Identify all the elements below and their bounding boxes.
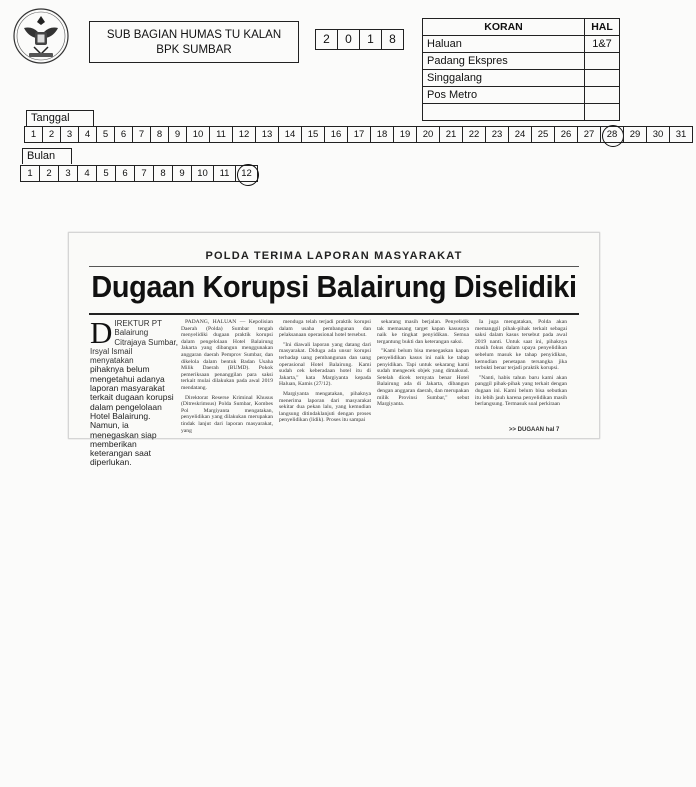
table-row xyxy=(423,70,620,87)
paragraph: Margiyanta mengatakan, pihaknya menerima laporan dari masyarakat sekitar dua pekan lalu, yang kemudian langsung ditindaklanjuti dengan proses penyelidikan (lidik). Proses itu sampai xyxy=(279,390,371,424)
date-cell: 18 xyxy=(370,126,394,143)
divider xyxy=(89,313,579,315)
date-cell: 21 xyxy=(439,126,463,143)
newspaper-name: Pos Metro xyxy=(423,87,585,104)
month-cell: 5 xyxy=(96,165,116,182)
date-cell: 14 xyxy=(278,126,302,143)
month-cell: 12 xyxy=(235,165,258,182)
date-cell: 17 xyxy=(347,126,371,143)
year-digit: 8 xyxy=(381,29,404,50)
article-headline: Dugaan Korupsi Balairung Diselidiki xyxy=(91,269,577,304)
year-digit: 0 xyxy=(337,29,360,50)
year-digit: 2 xyxy=(315,29,338,50)
month-cell: 11 xyxy=(213,165,236,182)
date-cell: 4 xyxy=(78,126,97,143)
page-number xyxy=(585,87,620,104)
date-cell: 31 xyxy=(669,126,693,143)
newspaper-clipping xyxy=(68,232,600,468)
newspaper-name xyxy=(423,104,585,121)
date-cell: 25 xyxy=(531,126,555,143)
date-cell: 8 xyxy=(150,126,169,143)
date-cell: 6 xyxy=(114,126,133,143)
paragraph: Direktorat Reserse Kriminal Khusus (Ditreskrimsus) Polda Sumbar, Kombes Pol Margiyanta mengatakan, penyelidikan yang dilakukan merupakan tindak lanjut dari laporan masyarakat, yang xyxy=(181,394,273,434)
date-cell: 9 xyxy=(168,126,187,143)
date-cell: 22 xyxy=(462,126,486,143)
lead-text: pihaknya belum mengetahui adanya laporan masyarakat terkait dugaan korupsi dalam pengelolaan Hotel Balairung. Namun, ia menegaskan siap memberikan keterangan saat diperlukan. xyxy=(90,364,174,468)
month-cell: 1 xyxy=(20,165,40,182)
newspaper-name: Singgalang xyxy=(423,70,585,87)
year-boxes xyxy=(316,29,404,50)
table-row xyxy=(423,87,620,104)
page-number xyxy=(585,53,620,70)
paragraph: "Kami belum bisa menegaskan kapan penyelidikan kasus ini naik ke tahap penyidikan. Tapi untuk sekarang kami sudah mengecek objek yang dimaksud. Setelah dicek ternyata benar Hotel Balairung ada di Jakarta, dibangun dengan anggaran daerah, dan merupakan milik Provinsi Sumbar," sebut Margiyanta. xyxy=(377,348,469,408)
page-number xyxy=(585,104,620,121)
month-cell: 10 xyxy=(191,165,214,182)
year-digit: 1 xyxy=(359,29,382,50)
paragraph: Ia juga mengatakan, Polda akan memanggil pihak-pihak terkait sebagai saksi dalam kasus tersebut pada awal 2019 nanti. Untuk saat ini, pihaknya masih fokus dalam upaya penyelidikan sebelum masuk ke tahap penyidikan, kemudian penetapan tersangka jika terbukti benar terjadi praktik korupsi. xyxy=(475,319,567,372)
date-cell: 26 xyxy=(554,126,578,143)
bulan-label: Bulan xyxy=(22,148,72,164)
date-cell: 23 xyxy=(485,126,509,143)
date-cell: 29 xyxy=(623,126,647,143)
divider xyxy=(89,266,579,267)
date-cell: 7 xyxy=(132,126,151,143)
date-cell: 27 xyxy=(577,126,601,143)
month-cell: 9 xyxy=(172,165,192,182)
month-cell: 7 xyxy=(134,165,154,182)
page-number xyxy=(585,70,620,87)
page-number: 1&7 xyxy=(585,36,620,53)
date-cell: 11 xyxy=(209,126,233,143)
date-cell: 24 xyxy=(508,126,532,143)
month-cell: 8 xyxy=(153,165,173,182)
date-cell: 3 xyxy=(60,126,79,143)
continued-marker: >> DUGAAN hal 7 xyxy=(509,427,560,433)
paragraph: "Ini diawali laporan yang datang dari masyarakat. Diduga ada unsur korupsi terhadap uang pembangunan dan uang operasional Hotel Balairung. Kami sudah cek keberadaan hotel itu di Jakarta," kata Margiyanta kepada Haluan, Kamis (27/12). xyxy=(279,341,371,388)
garuda-emblem-icon xyxy=(12,6,70,66)
article-column-3 xyxy=(377,319,469,411)
date-cell: 16 xyxy=(324,126,348,143)
month-strip xyxy=(21,165,258,182)
unit-name-line1: SUB BAGIAN HUMAS TU KALAN xyxy=(106,29,282,41)
koran-header: KORAN xyxy=(423,19,585,36)
newspaper-name: Padang Ekspres xyxy=(423,53,585,70)
article-kicker: POLDA TERIMA LAPORAN MASYARAKAT xyxy=(205,250,463,262)
date-cell: 5 xyxy=(96,126,115,143)
newspaper-name: Haluan xyxy=(423,36,585,53)
date-cell: 15 xyxy=(301,126,325,143)
date-cell: 12 xyxy=(232,126,256,143)
article-lead xyxy=(90,315,178,468)
drop-cap: D xyxy=(90,315,113,350)
unit-header-box xyxy=(89,21,299,63)
month-cell: 2 xyxy=(39,165,59,182)
hal-header: HAL xyxy=(585,19,620,36)
paragraph: "Nanti, habis tahun baru kami akan panggil pihak-pihak yang terkait dengan dugaan ini. Kami belum bisa sebutkan itu lebih jauh karena penyelidikan masih berlangsung. Termasuk soal perkiraan xyxy=(475,374,567,408)
date-cell: 13 xyxy=(255,126,279,143)
table-row xyxy=(423,53,620,70)
date-cell: 2 xyxy=(42,126,61,143)
article-column-4 xyxy=(475,319,567,411)
paragraph: menduga telah terjadi praktik korupsi dalam usaha pembangunan dan pelaksanaan operasional hotel tersebut. xyxy=(279,319,371,339)
date-cell: 19 xyxy=(393,126,417,143)
month-cell: 6 xyxy=(115,165,135,182)
article-column-1 xyxy=(181,319,273,437)
paragraph: sekarang masih berjalan. Penyelidik tak memasang target kapan kasusnya naik ke tingkat penyidikan. Semua tergantung bukti dan keterangan saksi. xyxy=(377,319,469,345)
month-cell: 3 xyxy=(58,165,78,182)
date-cell: 1 xyxy=(24,126,43,143)
date-cell: 30 xyxy=(646,126,670,143)
date-cell: 28 xyxy=(600,126,624,143)
date-cell: 20 xyxy=(416,126,440,143)
article-column-2 xyxy=(279,319,371,427)
newspaper-table xyxy=(422,18,620,121)
table-row xyxy=(423,104,620,121)
date-strip xyxy=(25,126,693,143)
month-cell: 4 xyxy=(77,165,97,182)
table-row xyxy=(423,36,620,53)
unit-name-line2: BPK SUMBAR xyxy=(156,44,232,56)
tanggal-label: Tanggal xyxy=(26,110,94,126)
date-cell: 10 xyxy=(186,126,210,143)
paragraph: PADANG, HALUAN — Kepolisian Daerah (Polda) Sumbar tengah menyelidiki dugaan praktik korupsi dalam pengelolaan Hotel Balairung Jakarta yang dibangun menggunakan anggaran daerah Pemprov Sumbar, dan dikelola dalam bentuk Badan Usaha Milik Daerah (BUMD). Pokok pemeriksaan penanggilan para saksi terkait mulai dilakukan pada awal 2019 mendatang. xyxy=(181,319,273,391)
lead-intro: IREKTUR PT Balairung Citrajaya Sumbar, Irsyal Ismail menyatakan xyxy=(90,319,178,366)
